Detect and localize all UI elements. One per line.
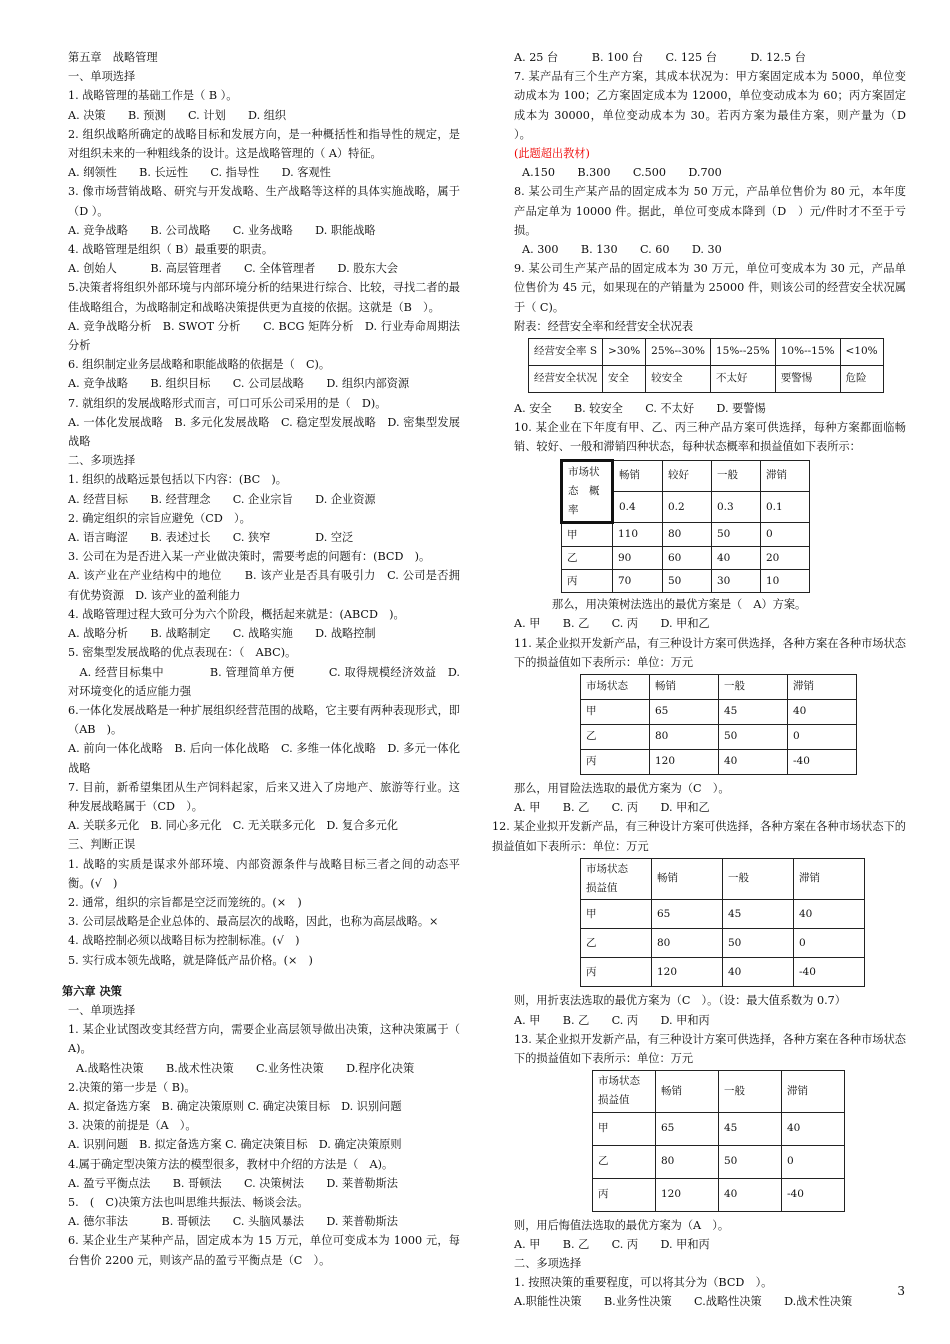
text-line: 5. 实行成本领先战略，就是降低产品价格。(× ) — [68, 953, 313, 967]
table-cell: 50 — [719, 1145, 782, 1178]
text-line: A. 竞争战略 B. 公司战略 C. 业务战略 D. 职能战略 — [68, 223, 376, 237]
text-line: A. 关联多元化 B. 同心多元化 C. 无关联多元化 D. 复合多元化 — [68, 819, 398, 833]
text-line: 5. 密集型发展战略的优点表现在：（ ABC)。 — [68, 646, 297, 660]
row-label: 乙 — [593, 1145, 656, 1178]
text-line: A. 300 B. 130 C. 60 D. 30 — [522, 243, 722, 257]
table-q12-state: 畅销 — [652, 858, 723, 899]
table-cell: 120 — [652, 958, 723, 987]
row-label: 乙 — [562, 547, 613, 570]
row-label: 甲 — [593, 1112, 656, 1145]
table-cell: 40 — [719, 750, 788, 775]
safety-cell: 10%--15% — [775, 339, 840, 366]
table-row — [593, 1145, 845, 1178]
table-cell: 50 — [719, 725, 788, 750]
row-label: 乙 — [581, 725, 650, 750]
q13-after-block — [492, 1216, 906, 1312]
table-cell: -40 — [788, 750, 857, 775]
text-line: A. 语言晦涩 B. 表述过长 C. 狭窄 D. 空泛 — [68, 531, 354, 545]
text-line: 3. 公司在为是否进入某一产业做决策时，需要考虑的问题有：(BCD )。 — [68, 550, 431, 564]
table-q11 — [580, 674, 857, 775]
text-line: A. 甲 B. 乙 C. 丙 D. 甲和乙 — [514, 801, 710, 815]
text-line: 一、单项选择 — [68, 1003, 136, 1017]
text-line: A. 战略分析 B. 战略制定 C. 战略实施 D. 战略控制 — [68, 627, 376, 641]
table-cell: 80 — [656, 1145, 719, 1178]
text-line: 2. 通常，组织的宗旨都是空泛而笼统的。(× ) — [68, 895, 302, 909]
table-cell: 40 — [712, 547, 761, 570]
text-line: A.职能性决策 B.业务性决策 C.战略性决策 D.战术性决策 — [514, 1295, 853, 1309]
text-line: 一、单项选择 — [68, 70, 136, 84]
table-cell: 90 — [613, 547, 663, 570]
text-line: 3. 决策的前提是（A ）。 — [68, 1119, 197, 1133]
text-line: A. 拟定备选方案 B. 确定决策原则 C. 确定决策目标 D. 识别问题 — [68, 1099, 402, 1113]
row-label: 丙 — [562, 570, 613, 593]
text-line: 7. 某产品有三个生产方案，其成本状况为：甲方案固定成本为 5000，单位变动成本为 100；乙方案固定成本为 12000，单位变动成本为 60；丙方案固定成本为 30000，单位变动成本为 30。若丙方案为最佳方案，则产量为（D ）。 — [514, 70, 918, 141]
text-line: 12. 某企业拟开发新产品，有三种设计方案可供选择，各种方案在各种市场状态下的损益值如下表所示：单位：万元 — [492, 820, 906, 853]
table-q13-state: 滞销 — [782, 1071, 845, 1112]
text-line: 11. 某企业拟开发新产品，有三种设计方案可供选择，各种方案在各种市场状态下的损益值如下表所示：单位：万元 — [514, 636, 906, 669]
text-line: A. 经营目标集中 B. 管理简单方便 C. 取得规模经济效益 D. 对环境变化的适应能力强 — [68, 665, 460, 698]
table-cell: 50 — [723, 929, 794, 958]
table-cell: 110 — [613, 523, 663, 547]
text-line: A. 甲 B. 乙 C. 丙 D. 甲和乙 — [514, 617, 710, 631]
text-line: A. 德尔菲法 B. 哥顿法 C. 头脑风暴法 D. 莱普勒斯法 — [68, 1215, 398, 1229]
text-line: 二、多项选择 — [514, 1256, 582, 1270]
text-line: 2.决策的第一步是（ B)。 — [68, 1080, 196, 1094]
table-cell: 120 — [650, 750, 719, 775]
table-cell: 45 — [719, 700, 788, 725]
text-line: A. 甲 B. 乙 C. 丙 D. 甲和丙 — [514, 1013, 710, 1027]
q12-after-block — [492, 991, 906, 1068]
text-line: A. 竞争战略 B. 组织目标 C. 公司层战略 D. 组织内部资源 — [68, 377, 410, 391]
table-cell: 60 — [663, 547, 712, 570]
table-q13-state: 一般 — [719, 1071, 782, 1112]
table-q10-prob: 0.4 — [613, 491, 663, 522]
text-line: 7. 目前，新希望集团从生产饲料起家，后来又进入了房地产、旅游等行业。这种发展战略属于（CD ）。 — [68, 780, 460, 813]
text-line: 5.决策者将组织外部环境与内部环境分析的结果进行综合、比较，寻找二者的最佳战略组合，为战略制定和战略决策提供更为直接的依据。这就是（B ）。 — [68, 281, 460, 314]
table-q10-prob: 0.2 — [663, 491, 712, 522]
table-cell: 70 — [613, 570, 663, 593]
table-row — [581, 725, 857, 750]
text-line: A. 创始人 B. 高层管理者 C. 全体管理者 D. 股东大会 — [68, 262, 398, 276]
text-line: 9. 某公司生产某产品的固定成本为 30 万元，单位可变成本为 30 元，产品单位售价为 45 元，如果现在的产销量为 25000 件，则该公司的经营安全状况属于（ C)。 — [514, 262, 906, 314]
table-row — [581, 750, 857, 775]
text-line: 4. 战略管理是组织（ B）最重要的职责。 — [68, 243, 274, 257]
table-cell: 0 — [788, 725, 857, 750]
safety-status-row — [529, 366, 884, 393]
row-label: 甲 — [562, 523, 613, 547]
table-cell: 20 — [761, 547, 810, 570]
q11-after-block — [492, 779, 906, 856]
text-line: 4. 战略控制必须以战略目标为控制标准。(√ ) — [68, 934, 300, 948]
table-row — [593, 1112, 845, 1145]
table-row — [581, 929, 865, 958]
table-row — [581, 958, 865, 987]
row-label: 丙 — [581, 958, 652, 987]
table-cell: 10 — [761, 570, 810, 593]
text-line: A. 识别问题 B. 拟定备选方案 C. 确定决策目标 D. 确定决策原则 — [68, 1138, 402, 1152]
table-q13-state: 畅销 — [656, 1071, 719, 1112]
safety-rate-table — [528, 338, 884, 393]
table-cell: 80 — [650, 725, 719, 750]
right-mid-block — [492, 163, 906, 336]
table-cell: 40 — [719, 1178, 782, 1211]
table-cell: -40 — [782, 1178, 845, 1211]
table-q11-header: 畅销 — [650, 675, 719, 700]
table-cell: 65 — [656, 1112, 719, 1145]
text-line: A. 盈亏平衡点法 B. 哥顿法 C. 决策树法 D. 莱普勒斯法 — [68, 1176, 398, 1190]
q10-after-block — [492, 595, 906, 672]
table-row — [562, 547, 810, 570]
safety-cell: 25%--30% — [646, 339, 711, 366]
text-line: 3. 像市场营销战略、研究与开发战略、生产战略等这样的具体实施战略，属于（D ）。 — [68, 185, 460, 218]
text-line: 第五章 战略管理 — [68, 51, 158, 64]
safety-cell: 经营安全状况 — [529, 366, 603, 393]
text-line: 13. 某企业拟开发新产品，有三种设计方案可供选择，各种方案在各种市场状态下的损益值如下表所示：单位：万元 — [514, 1032, 906, 1065]
text-line: 7. 就组织的发展战略形式而言，可口可乐公司采用的是（ D)。 — [68, 396, 387, 410]
text-line: 8. 某公司生产某产品的固定成本为 50 万元，产品单位售价为 80 元，本年度产品定单为 10000 件。据此，单位可变成本降到（D ）元/件时才不至于亏损。 — [514, 185, 906, 237]
table-q11-header: 市场状态 — [581, 675, 650, 700]
safety-cell: 15%--25% — [710, 339, 775, 366]
table-row — [593, 1178, 845, 1211]
safety-cell: 安全 — [603, 366, 646, 393]
row-label: 丙 — [593, 1178, 656, 1211]
q10-text — [492, 418, 906, 456]
safety-cell: <10% — [840, 339, 883, 366]
table-row — [581, 900, 865, 929]
table-row — [562, 523, 810, 547]
text-line: 1. 某企业试图改变其经营方向，需要企业高层领导做出决策，这种决策属于（ A)。 — [68, 1023, 460, 1056]
table-q12-state: 滞销 — [794, 858, 865, 899]
safety-rate-row — [529, 339, 884, 366]
safety-cell: 经营安全率 S — [529, 339, 603, 366]
safety-cell: 较安全 — [646, 366, 711, 393]
text-line: A. 25 台 B. 100 台 C. 125 台 D. 12.5 台 — [514, 51, 806, 64]
safety-cell: 危险 — [840, 366, 883, 393]
table-row — [581, 700, 857, 725]
text-line: 6. 某企业生产某种产品，固定成本为 15 万元，单位可变成本为 1000 元，每台售价 2200 元，则该产品的盈亏平衡点是（C ）。 — [68, 1234, 460, 1267]
text-line: 6.一体化发展战略是一种扩展组织经营范围的战略，它主要有两种表现形式，即（AB )。 — [68, 703, 460, 737]
text-line: 1. 战略的实质是谋求外部环境、内部资源条件与战略目标三者之间的动态平衡。(√ ) — [68, 857, 460, 890]
text-line: 那么，用冒险法选取的最优方案为（C ）。 — [514, 782, 730, 796]
text-line: A. 决策 B. 预测 C. 计划 D. 组织 — [68, 108, 287, 122]
table-q10-state: 滞销 — [761, 460, 810, 491]
table-q10-state: 畅销 — [613, 460, 663, 491]
table-cell: 30 — [712, 570, 761, 593]
text-line: 1. 组织的战略远景包括以下内容：(BC )。 — [68, 473, 287, 487]
table-q10-prob: 0.1 — [761, 491, 810, 522]
table-q13 — [592, 1070, 845, 1211]
table-cell: 40 — [782, 1112, 845, 1145]
left-column — [46, 48, 460, 1270]
table-cell: 0 — [761, 523, 810, 547]
table-cell: 80 — [652, 929, 723, 958]
table-cell: 0 — [794, 929, 865, 958]
table-cell: 50 — [663, 570, 712, 593]
text-line: 第六章 决策 — [62, 983, 122, 998]
right-top-block — [492, 48, 918, 144]
table-q10 — [560, 459, 810, 594]
table-cell: 45 — [719, 1112, 782, 1145]
text-line: A. 经营目标 B. 经营理念 C. 企业宗旨 D. 企业资源 — [68, 492, 376, 506]
row-label: 乙 — [581, 929, 652, 958]
row-label: 甲 — [581, 900, 652, 929]
text-line: A. 竞争战略分析 B. SWOT 分析 C. BCG 矩阵分析 D. 行业寿命周期法分析 — [68, 319, 460, 353]
table-q13-corner: 市场状态 损益值 — [593, 1071, 656, 1112]
text-line: 2. 确定组织的宗旨应避免（CD ）。 — [68, 511, 251, 525]
text-line: A. 纲领性 B. 长远性 C. 指导性 D. 客观性 — [68, 166, 331, 180]
table-q12 — [580, 858, 865, 987]
q7-note: (此题超出教材) — [514, 147, 590, 161]
table-cell: 65 — [650, 700, 719, 725]
table-cell: 0 — [782, 1145, 845, 1178]
table-cell: 45 — [723, 900, 794, 929]
text-line: 二、多项选择 — [68, 454, 136, 468]
text-line: 则，用后悔值法选取的最优方案为（A ）。 — [514, 1218, 730, 1232]
text-line: A. 一体化发展战略 B. 多元化发展战略 C. 稳定型发展战略 D. 密集型发展战略 — [68, 415, 460, 449]
text-line: 1. 战略管理的基础工作是（ B ）。 — [68, 89, 238, 103]
page-number: 3 — [897, 1284, 905, 1298]
text-line: 1. 按照决策的重要程度，可以将其分为（BCD ）。 — [514, 1276, 773, 1290]
table-q12-state: 一般 — [723, 858, 794, 899]
text-line: 2. 组织战略所确定的战略目标和发展方向，是一种概括性和指导性的规定，是对组织未来的一种粗线条的设计。这是战略管理的（ A）特征。 — [68, 127, 460, 161]
table-cell: 40 — [788, 700, 857, 725]
table-cell: 65 — [652, 900, 723, 929]
table-cell: 40 — [794, 900, 865, 929]
row-label: 丙 — [581, 750, 650, 775]
table-q11-header: 滞销 — [788, 675, 857, 700]
safety-cell: >30% — [603, 339, 646, 366]
table-q11-header: 一般 — [719, 675, 788, 700]
text-line: A. 前向一体化战略 B. 后向一体化战略 C. 多维一体化战略 D. 多元一体化战略 — [68, 742, 460, 775]
row-label: 甲 — [581, 700, 650, 725]
text-line: 那么，用决策树法选出的最优方案是（ A）方案。 — [552, 598, 807, 612]
text-line: 4. 战略管理过程大致可分为六个阶段，概括起来就是：(ABCD )。 — [68, 607, 405, 621]
text-line: 6. 组织制定业务层战略和职能战略的依据是（ C)。 — [68, 358, 331, 372]
table-q10-prob: 0.3 — [712, 491, 761, 522]
table-cell: -40 — [794, 958, 865, 987]
safety-cell: 要警惕 — [775, 366, 840, 393]
text-line: A. 甲 B. 乙 C. 丙 D. 甲和丙 — [514, 1237, 710, 1251]
table-cell: 80 — [663, 523, 712, 547]
text-line: 附表：经营安全率和经营安全状况表 — [514, 319, 694, 333]
text-line: A. 安全 B. 较安全 C. 不太好 D. 要警惕 — [514, 402, 766, 416]
q7-answer-line — [492, 144, 906, 163]
q9-options — [492, 399, 906, 418]
text-line: 4.属于确定型决策方法的模型很多，教材中介绍的方法是（ A)。 — [68, 1157, 394, 1171]
table-cell: 40 — [723, 958, 794, 987]
table-cell: 120 — [656, 1178, 719, 1211]
table-q12-corner: 市场状态 损益值 — [581, 858, 652, 899]
table-q10-state: 一般 — [712, 460, 761, 491]
text-line: A.150 B.300 C.500 D.700 — [522, 166, 722, 180]
table-q10-state: 较好 — [663, 460, 712, 491]
text-line: 则，用折衷法选取的最优方案为（C ）。（设：最大值系数为 0.7） — [514, 994, 846, 1008]
safety-cell: 不太好 — [710, 366, 775, 393]
table-q10-corner: 市场状态 概率 — [562, 460, 613, 523]
text-line: 3. 公司层战略是企业总体的、最高层次的战略，因此，也称为高层战略。× — [68, 915, 439, 929]
text-line: 5. ( C)决策方法也叫思维共振法、畅谈会法。 — [68, 1195, 309, 1209]
text-line: A. 该产业在产业结构中的地位 B. 该产业是否具有吸引力 C. 公司是否拥有优势资源 D. 该产业的盈利能力 — [68, 569, 460, 602]
text-line: 三、判断正误 — [68, 838, 136, 852]
table-row — [562, 570, 810, 593]
text-line: A.战略性决策 B.战术性决策 C.业务性决策 D.程序化决策 — [76, 1061, 415, 1075]
text-line: 10. 某企业在下年度有甲、乙、丙三种产品方案可供选择，每种方案都面临畅销、较好、一般和滞销四种状态，每种状态概率和损益值如下表所示： — [514, 421, 906, 454]
right-column — [492, 48, 918, 1312]
table-cell: 50 — [712, 523, 761, 547]
